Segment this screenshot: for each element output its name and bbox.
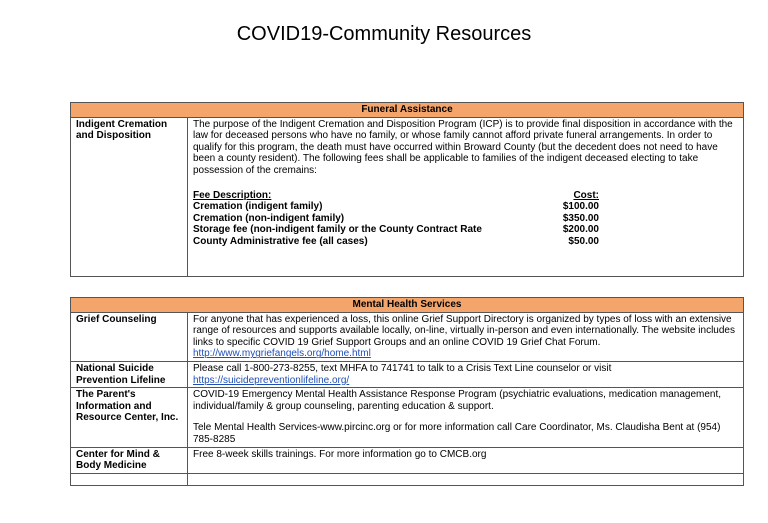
- mental-health-table: [70, 297, 744, 486]
- empty-cell: [71, 473, 188, 485]
- fee-description: County Administrative fee (all cases): [193, 235, 368, 247]
- fee-row: [193, 224, 738, 236]
- row-label-indigent-cremation: Indigent Cremation and Disposition: [71, 117, 188, 276]
- suicide-lifeline-link[interactable]: https://suicidepreventionlifeline.org/: [193, 374, 350, 386]
- parents-center-details: [188, 388, 744, 447]
- suicide-lifeline-details: [188, 361, 744, 387]
- table-row: [71, 361, 744, 387]
- row-label-mind-body: Center for Mind & Body Medicine: [71, 447, 188, 473]
- empty-cell: [188, 473, 744, 485]
- table-row: [71, 312, 744, 361]
- parents-tele-health: Tele Mental Health Services-www.pircinc.org or for more information call Care Coordinator, Ms. Claudisha Bent at (954) 785-8285: [193, 422, 721, 445]
- fee-cost: $350.00: [562, 212, 599, 224]
- row-label-parents-center: The Parent's Information and Resource Center, Inc.: [71, 388, 188, 447]
- table-row: [71, 388, 744, 447]
- fee-row: [193, 213, 738, 225]
- grief-counseling-details: [188, 312, 744, 361]
- table-row: [71, 117, 744, 276]
- table-row: [71, 473, 744, 485]
- mind-body-details: Free 8-week skills trainings. For more information go to CMCB.org: [188, 447, 744, 473]
- suicide-lifeline-text: Please call 1-800-273-8255, text MHFA to 741741 to talk to a Crisis Text Line counselor or visit: [193, 362, 612, 374]
- funeral-assistance-table: [70, 102, 744, 277]
- fee-row: [193, 236, 738, 248]
- fee-cost: $50.00: [568, 235, 599, 247]
- page-title: COVID19-Community Resources: [236, 23, 532, 45]
- fee-description: Cremation (non-indigent family): [193, 212, 345, 224]
- program-description: The purpose of the Indigent Cremation and Disposition Program (ICP) is to provide final disposition in accordance with the law for deceased persons who have no family, or whose family cannot afford private funeral arrangements. In order to qualify for this program, the death must have occurred within Broward County (but the decedent does not need to have been a county resident). The following fees shall be applicable to families of the indigent deceased electing to take possession of the cremains:: [193, 118, 733, 176]
- row-label-grief-counseling: Grief Counseling: [71, 312, 188, 361]
- row-label-suicide-lifeline: National Suicide Prevention Lifeline: [71, 361, 188, 387]
- fee-cost: $200.00: [562, 224, 599, 236]
- table-row: [71, 447, 744, 473]
- fee-header-row: [193, 190, 738, 202]
- fee-table: [193, 190, 738, 248]
- fee-description-header: Fee Description:: [193, 189, 272, 201]
- grief-angels-link[interactable]: http://www.mygriefangels.org/home.html: [193, 348, 371, 360]
- fee-row: [193, 201, 738, 213]
- fee-description: Cremation (indigent family): [193, 201, 323, 213]
- funeral-assistance-header: Funeral Assistance: [71, 103, 744, 118]
- grief-description: For anyone that has experienced a loss, this online Grief Support Directory is organized by types of loss with an extensive range of resources and supports available locally, on-line, virtually in-person and even internationally. The website includes links to specific COVID 19 Grief Support Groups and an online COVID 19 Grief Chat Forum.: [193, 313, 735, 348]
- mental-health-header: Mental Health Services: [71, 298, 744, 313]
- parents-emergency-program: COVID-19 Emergency Mental Health Assistance Response Program (psychiatric evaluations, medication management, individual/family & group counseling, parenting education & support.: [193, 389, 722, 412]
- fee-cost: $100.00: [562, 201, 599, 213]
- fee-cost-header: Cost:: [573, 189, 599, 201]
- fee-description: Storage fee (non-indigent family or the County Contract Rate: [193, 224, 482, 236]
- indigent-cremation-details: [188, 117, 744, 276]
